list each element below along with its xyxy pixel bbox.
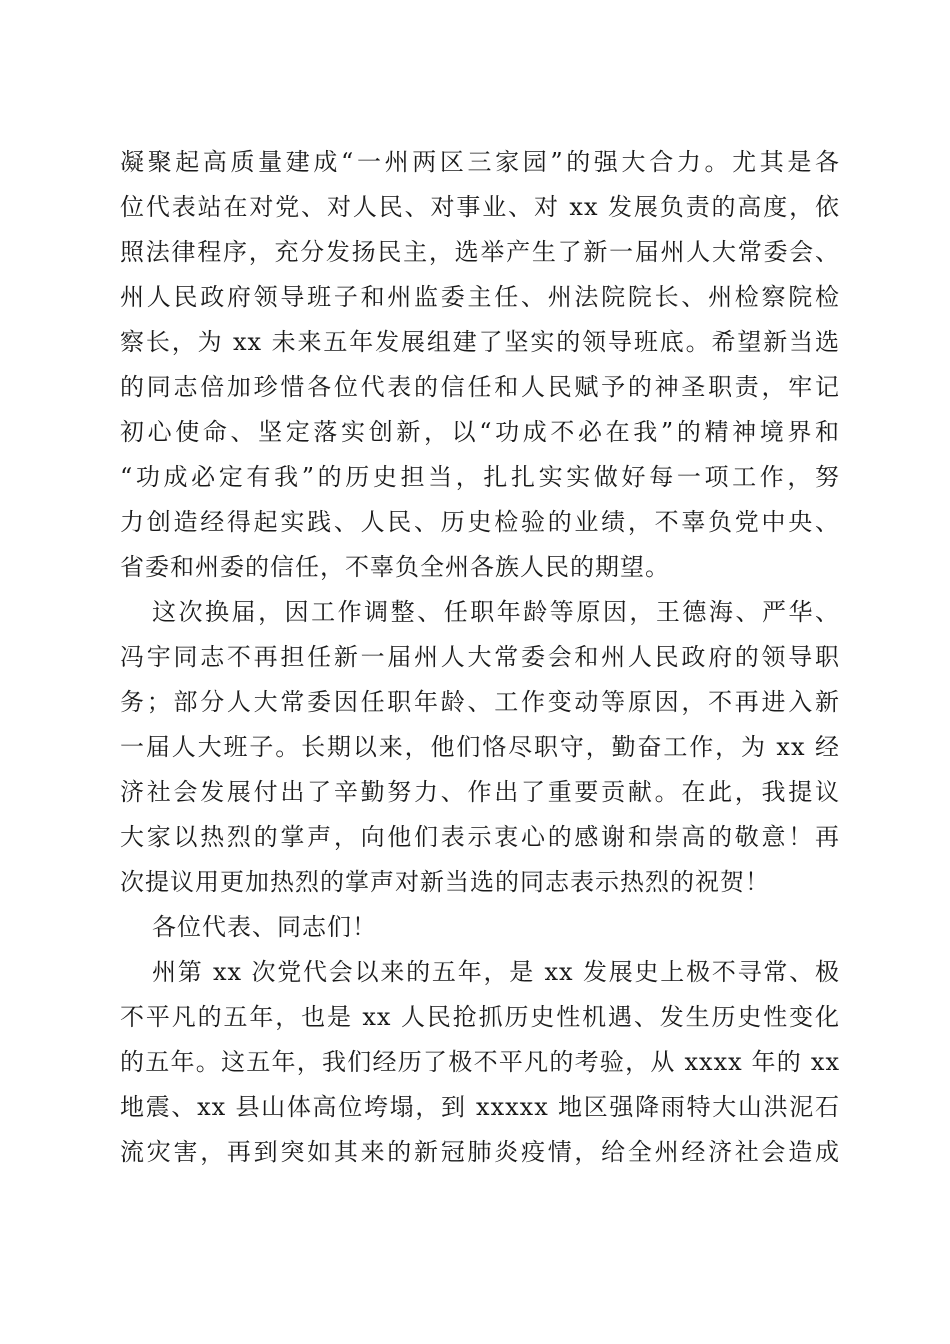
text-line: 州人民政府领导班子和州监委主任、州法院院长、州检察院检 <box>120 283 840 311</box>
text-line: 大家以热烈的掌声，向他们表示衷心的感谢和崇高的敬意！再 <box>120 823 840 851</box>
text-line: 济社会发展付出了辛勤努力、作出了重要贡献。在此，我提议 <box>120 778 840 806</box>
text-line: 位代表站在对党、对人民、对事业、对 xx 发展负责的高度，依 <box>120 193 840 221</box>
text-line: 次提议用更加热烈的掌声对新当选的同志表示热烈的祝贺！ <box>120 868 770 896</box>
text-line: 冯宇同志不再担任新一届州人大常委会和州人民政府的领导职 <box>120 643 840 671</box>
text-line: 的同志倍加珍惜各位代表的信任和人民赋予的神圣职责，牢记 <box>120 373 840 401</box>
text-line: 照法律程序，充分发扬民主，选举产生了新一届州人大常委会、 <box>120 238 840 266</box>
text-line: “功成必定有我”的历史担当，扎扎实实做好每一项工作，努 <box>120 463 840 491</box>
text-line: 省委和州委的信任，不辜负全州各族人民的期望。 <box>120 553 670 581</box>
text-line: 各位代表、同志们！ <box>152 913 377 941</box>
text-line: 的五年。这五年，我们经历了极不平凡的考验，从 xxxx 年的 xx <box>120 1048 840 1076</box>
text-line: 不平凡的五年，也是 xx 人民抢抓历史性机遇、发生历史性变化 <box>120 1003 840 1031</box>
text-line: 务；部分人大常委因任职年龄、工作变动等原因，不再进入新 <box>120 688 840 716</box>
text-line: 州第 xx 次党代会以来的五年，是 xx 发展史上极不寻常、极 <box>152 958 840 986</box>
text-line: 这次换届，因工作调整、任职年龄等原因，王德海、严华、 <box>152 598 840 626</box>
text-line: 一届人大班子。长期以来，他们恪尽职守，勤奋工作，为 xx 经 <box>120 733 840 761</box>
text-line: 地震、xx 县山体高位垮塌，到 xxxxx 地区强降雨特大山洪泥石 <box>120 1093 840 1121</box>
text-line: 初心使命、坚定落实创新，以“功成不必在我”的精神境界和 <box>120 418 840 446</box>
text-line: 察长，为 xx 未来五年发展组建了坚实的领导班底。希望新当选 <box>120 328 840 356</box>
text-line: 力创造经得起实践、人民、历史检验的业绩，不辜负党中央、 <box>120 508 840 536</box>
text-line: 流灾害，再到突如其来的新冠肺炎疫情，给全州经济社会造成 <box>120 1138 840 1166</box>
document-body <box>120 140 840 1175</box>
text-line: 凝聚起高质量建成“一州两区三家园”的强大合力。尤其是各 <box>120 148 840 176</box>
